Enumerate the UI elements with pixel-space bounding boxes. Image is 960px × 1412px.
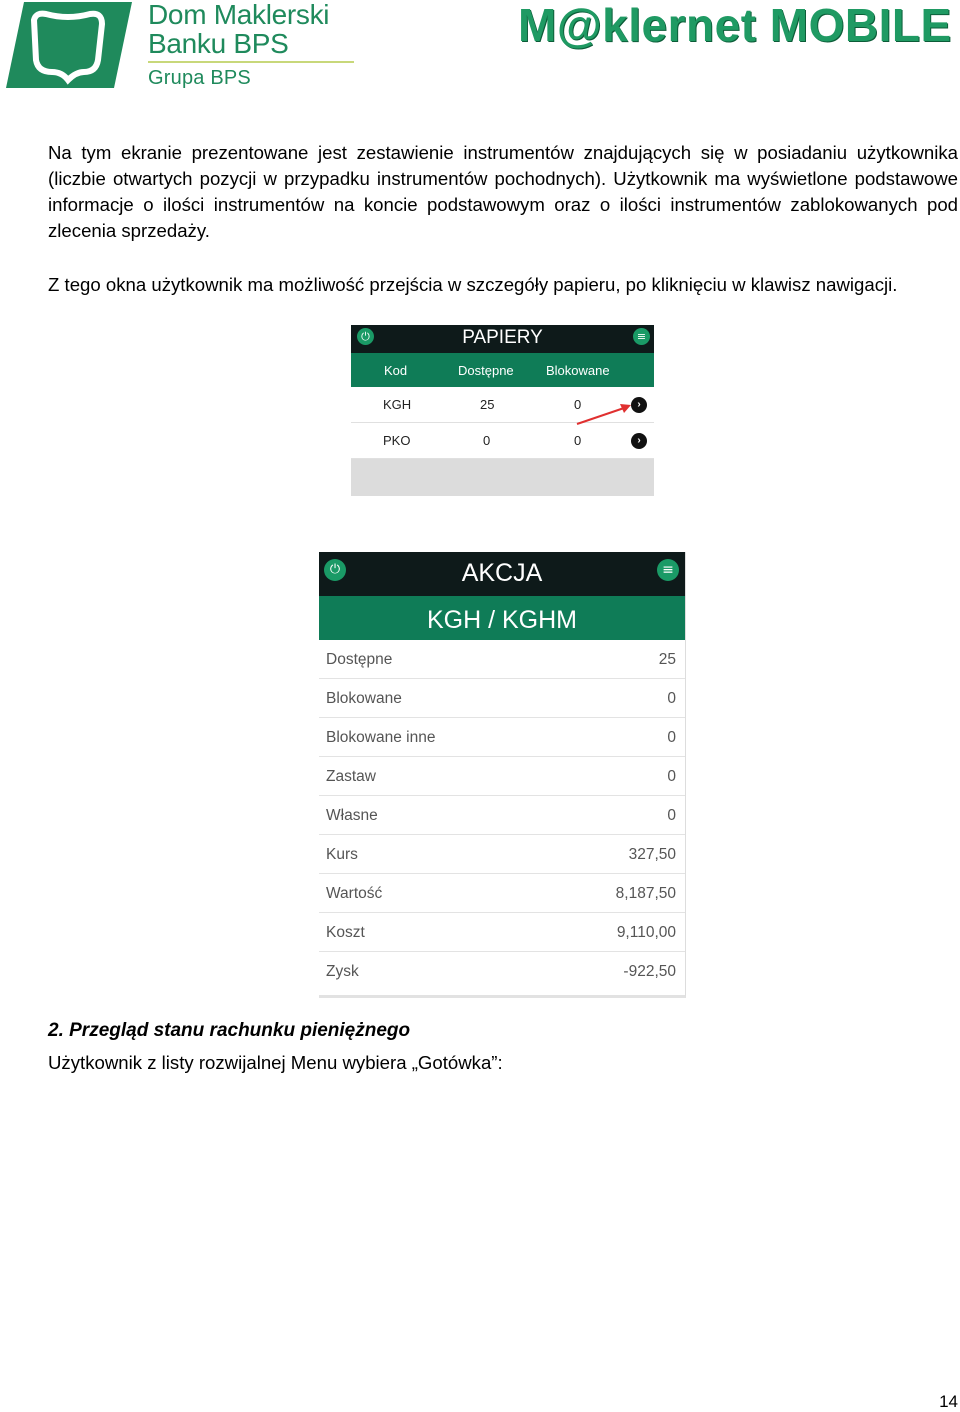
detail-row <box>319 874 685 913</box>
akcja-instrument-name: KGH / KGHM <box>319 596 685 640</box>
akcja-screen <box>319 552 686 998</box>
cell-blokowane: 0 <box>574 397 582 412</box>
chevron-right-icon[interactable]: › <box>631 433 647 449</box>
brand-line-3: Grupa BPS <box>148 67 251 89</box>
page-number: 14 <box>939 1392 958 1411</box>
papiery-table-header <box>351 353 654 387</box>
brand-divider <box>148 61 354 63</box>
detail-label: Dostępne <box>326 651 393 668</box>
detail-row <box>319 640 685 679</box>
papiery-screen <box>351 325 654 496</box>
menu-icon[interactable]: ≡ <box>657 559 679 581</box>
detail-row <box>319 718 685 757</box>
detail-row <box>319 757 685 796</box>
cell-dostepne: 0 <box>483 433 491 448</box>
detail-label: Kurs <box>326 846 358 863</box>
section-text: Użytkownik z listy rozwijalnej Menu wybiera „Gotówka”: <box>48 1052 503 1073</box>
cell-kod: KGH <box>383 397 412 412</box>
detail-row <box>319 796 685 835</box>
detail-label: Blokowane <box>326 690 402 707</box>
cell-blokowane: 0 <box>574 433 582 448</box>
cell-dostepne: 25 <box>480 397 495 412</box>
papiery-topbar <box>351 325 654 353</box>
akcja-title: AKCJA <box>461 559 543 587</box>
detail-value: 0 <box>667 768 676 785</box>
detail-value: 327,50 <box>628 846 676 863</box>
detail-row <box>319 835 685 874</box>
column-header-dostepne: Dostępne <box>458 363 514 378</box>
detail-label: Własne <box>326 807 378 824</box>
detail-value: -922,50 <box>623 963 676 980</box>
papiery-title: PAPIERY <box>462 327 543 348</box>
section-heading: 2. Przegląd stanu rachunku pieniężnego <box>48 1020 411 1041</box>
column-header-blokowane: Blokowane <box>546 363 610 378</box>
cell-kod: PKO <box>383 433 411 448</box>
menu-icon[interactable]: ≡ <box>633 328 650 345</box>
detail-row <box>319 952 685 990</box>
detail-label: Blokowane inne <box>326 729 436 746</box>
table-row[interactable] <box>351 423 654 459</box>
chevron-right-icon[interactable]: › <box>631 397 647 413</box>
brand-line-1: Dom Maklerski <box>148 0 330 30</box>
power-icon[interactable]: ⏻ <box>324 559 346 581</box>
detail-row <box>319 913 685 952</box>
brand-line-2: Banku BPS <box>148 28 289 59</box>
detail-label: Koszt <box>326 924 365 941</box>
bps-logo <box>6 2 132 88</box>
detail-value: 0 <box>667 807 676 824</box>
akcja-topbar <box>319 552 685 596</box>
column-header-kod: Kod <box>384 363 408 378</box>
detail-row <box>319 679 685 718</box>
detail-label: Zysk <box>326 963 359 980</box>
detail-label: Zastaw <box>326 768 376 785</box>
detail-value: 0 <box>667 690 676 707</box>
detail-label: Wartość <box>326 885 383 902</box>
detail-value: 25 <box>658 651 676 668</box>
detail-value: 9,110,00 <box>616 924 676 941</box>
annotation-arrow <box>575 395 635 427</box>
detail-value: 8,187,50 <box>615 885 676 902</box>
brand-block <box>148 0 358 90</box>
power-icon[interactable]: ⏻ <box>357 328 374 345</box>
detail-value: 0 <box>667 729 676 746</box>
paragraph-1: Na tym ekranie prezentowane jest zestawienie instrumentów znajdujących się w posiadaniu użytkownika (liczbie otwartych pozycji w przypadku instrumentów pochodnych). Użytkownik ma wyświetlone podstawowe informacje o ilości instrumentów na koncie podstawowym oraz o ilości instrumentów zablokowanych pod zlecenia sprzedaży. <box>48 142 958 241</box>
product-title: M@klernet MOBILE <box>518 0 952 51</box>
paragraph-2: Z tego okna użytkownik ma możliwość przejścia w szczegóły papieru, po kliknięciu w klawisz nawigacji. <box>48 274 898 295</box>
